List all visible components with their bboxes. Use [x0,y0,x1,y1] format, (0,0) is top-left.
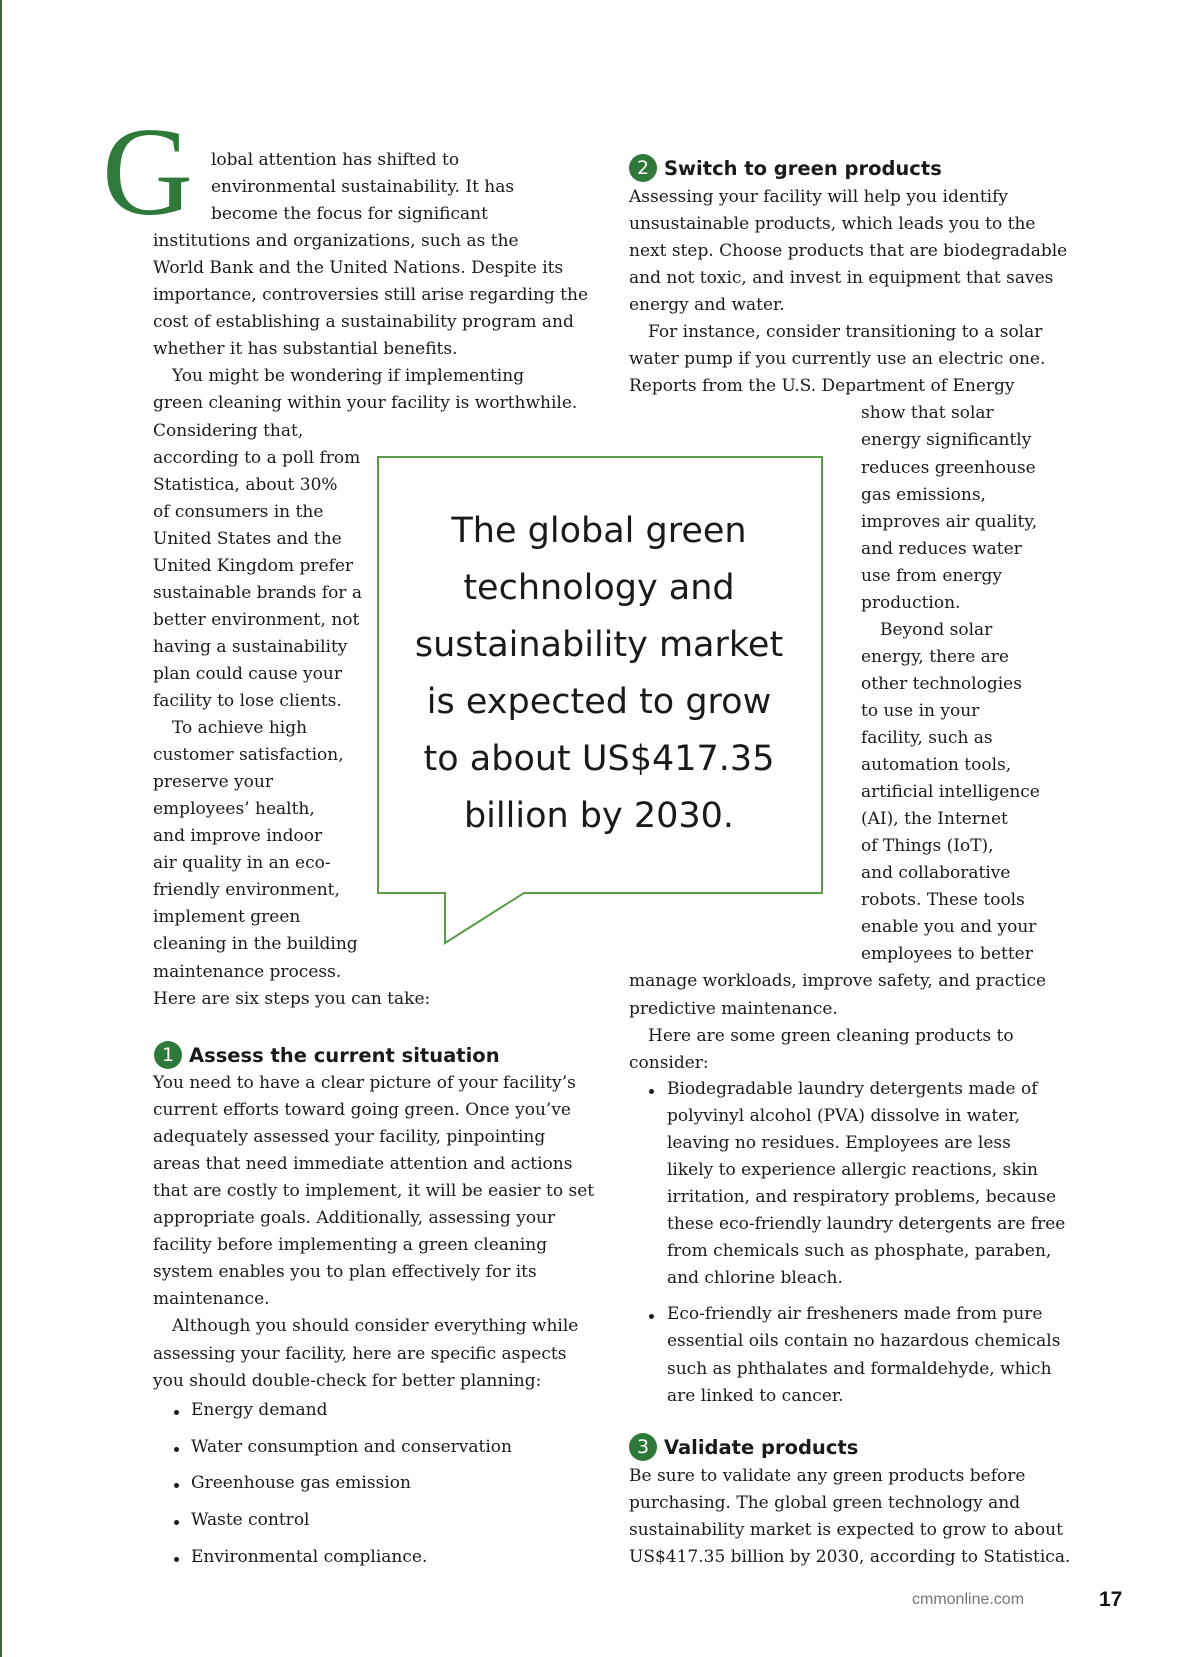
text-line: water pump if you currently use an electric one. [629,349,1046,370]
text-line: purchasing. The global green technology and [629,1493,1021,1514]
section-3-heading [629,1433,858,1461]
text-line: green cleaning within your facility is worthwhile. [153,393,578,414]
text-line: consider: [629,1052,709,1073]
step-number-badge: 3 [629,1433,657,1461]
bullet-dot [174,1447,179,1452]
text-line: lobal attention has shifted to [211,150,460,170]
bullet-item-line: irritation, and respiratory problems, because [667,1187,1057,1208]
text-line: and collaborative [861,863,1011,884]
text-line: unsustainable products, which leads you to the [629,214,1036,235]
text-line: preserve your [153,772,273,793]
text-line: other technologies [861,673,1022,694]
text-line: to use in your [861,700,980,721]
text-line: Although you should consider everything while [172,1316,579,1337]
text-line: predictive maintenance. [629,998,838,1019]
step-number-badge: 1 [154,1041,182,1069]
bullet-item-line: Biodegradable laundry detergents made of [667,1079,1038,1099]
text-line: energy significantly [861,430,1032,451]
bullet-dot [174,1557,179,1562]
text-line: current efforts toward going green. Once you’ve [153,1100,571,1121]
text-line: sustainable brands for a [153,582,362,603]
text-line: become the focus for significant [211,204,488,225]
text-line: use from energy [861,565,1002,586]
bullet-item: Waste control [191,1510,310,1531]
text-line: areas that need immediate attention and actions [153,1154,573,1175]
text-line: Here are six steps you can take: [153,988,431,1009]
text-line: Here are some green cleaning products to [648,1025,1014,1046]
text-line: energy and water. [629,295,785,316]
pull-quote-line: sustainability market [414,625,784,665]
bullet-dot [174,1483,179,1488]
text-line: cost of establishing a sustainability program and [153,312,574,333]
footer-website: cmmonline.com [912,1591,1025,1608]
text-line: artificial intelligence [861,782,1040,803]
text-line: next step. Choose products that are biodegradable [629,241,1068,262]
text-line: customer satisfaction, [153,745,344,766]
text-line: adequately assessed your facility, pinpointing [153,1127,546,1148]
bullet-item-line: leaving no residues. Employees are less [667,1133,1011,1154]
bullet-item-line: are linked to cancer. [667,1385,844,1406]
text-line: To achieve high [172,718,308,739]
text-line: gas emissions, [861,484,986,505]
text-line: production. [861,592,961,613]
text-line: better environment, not [153,609,360,630]
bullet-item: Energy demand [191,1400,328,1420]
pull-quote-line: is expected to grow [426,682,772,722]
section-1-heading [154,1041,500,1069]
section-1-title: Assess the current situation [189,1043,500,1067]
bullet-dot [649,1089,654,1094]
text-line: You need to have a clear picture of your facility’s [153,1073,576,1093]
bullet-item: Greenhouse gas emission [191,1473,411,1494]
text-line: manage workloads, improve safety, and practice [629,971,1047,992]
text-line: appropriate goals. Additionally, assessing your [153,1208,556,1229]
text-line: employees to better [861,944,1033,965]
text-line: Considering that, [153,420,304,441]
bullet-item-line: essential oils contain no hazardous chemicals [667,1331,1061,1352]
text-line: friendly environment, [153,880,340,901]
bullet-dot [649,1314,654,1319]
bullet-dot [174,1520,179,1525]
text-line: system enables you to plan effectively for its [153,1262,537,1283]
text-line: show that solar [861,403,994,424]
section-3-title: Validate products [664,1435,859,1459]
step-number-badge: 2 [629,154,657,182]
text-line: Beyond solar [880,619,993,640]
text-line: reduces greenhouse [861,457,1036,478]
text-line: You might be wondering if implementing [172,366,525,387]
text-line: cleaning in the building [153,934,358,955]
text-line: Be sure to validate any green products before [629,1466,1026,1486]
text-line: plan could cause your [153,663,342,684]
text-line: Statistica, about 30% [153,474,338,495]
bullet-item-line: Eco-friendly air fresheners made from pure [667,1304,1043,1325]
bullet-item-line: polyvinyl alcohol (PVA) dissolve in water, [667,1106,1020,1127]
text-line: having a sustainability [153,636,348,657]
text-line: environmental sustainability. It has [211,177,515,198]
bullet-item-line: and chlorine bleach. [667,1268,843,1289]
text-line: maintenance. [153,1289,270,1310]
drop-cap: G [102,103,193,242]
text-line: United States and the [153,528,342,549]
text-line: you should double-check for better planning: [153,1370,542,1391]
text-line: and not toxic, and invest in equipment that saves [629,268,1054,289]
text-line: of Things (IoT), [861,836,994,857]
text-line: facility before implementing a green cleaning [153,1235,548,1256]
pull-quote-line: technology and [463,568,735,608]
text-line: energy, there are [861,646,1009,667]
text-line: and improve indoor [153,826,323,847]
text-line: that are costly to implement, it will be easier to set [153,1181,595,1202]
text-line: importance, controversies still arise regarding the [153,285,589,306]
text-line: implement green [153,907,301,928]
text-line: Assessing your facility will help you identify [629,187,1009,207]
text-line: World Bank and the United Nations. Despite its [153,258,564,279]
pull-quote-line: The global green [451,511,747,551]
text-line: Reports from the U.S. Department of Energy [629,376,1015,397]
text-line: facility to lose clients. [153,691,342,711]
text-line: whether it has substantial benefits. [153,339,458,360]
bullet-item-line: such as phthalates and formaldehyde, which [667,1358,1052,1379]
text-line: robots. These tools [861,890,1025,911]
page-edge [0,0,2,1657]
text-line: US$417.35 billion by 2030, according to Statistica. [629,1547,1071,1568]
text-line: improves air quality, [861,511,1038,532]
section-2-heading [629,154,942,182]
text-line: automation tools, [861,755,1012,776]
bullet-item-line: these eco-friendly laundry detergents are free [667,1214,1066,1235]
text-line: employees’ health, [153,799,315,820]
text-line: sustainability market is expected to grow to about [629,1520,1063,1541]
text-line: (AI), the Internet [861,809,1008,830]
text-line: air quality in an eco- [153,853,331,874]
text-line: and reduces water [861,538,1022,559]
bullet-item-line: from chemicals such as phosphate, paraben, [667,1241,1052,1262]
text-line: facility, such as [861,728,993,748]
text-line: institutions and organizations, such as the [153,231,519,252]
text-line: assessing your facility, here are specific aspects [153,1343,567,1364]
pull-quote-line: to about US$417.35 [423,739,775,779]
section-2-title: Switch to green products [664,156,942,180]
bullet-item-line: likely to experience allergic reactions, skin [667,1160,1038,1181]
bullet-dot [174,1410,179,1415]
pull-quote-line: billion by 2030. [463,796,735,836]
text-line: enable you and your [861,917,1037,938]
text-line: of consumers in the [153,501,324,522]
bullet-item: Water consumption and conservation [191,1436,512,1457]
bullet-item: Environmental compliance. [191,1546,428,1567]
text-line: maintenance process. [153,961,342,982]
text-line: United Kingdom prefer [153,555,354,576]
text-line: For instance, consider transitioning to a solar [648,322,1043,343]
page-number: 17 [1099,1588,1123,1611]
text-line: according to a poll from [153,447,361,468]
